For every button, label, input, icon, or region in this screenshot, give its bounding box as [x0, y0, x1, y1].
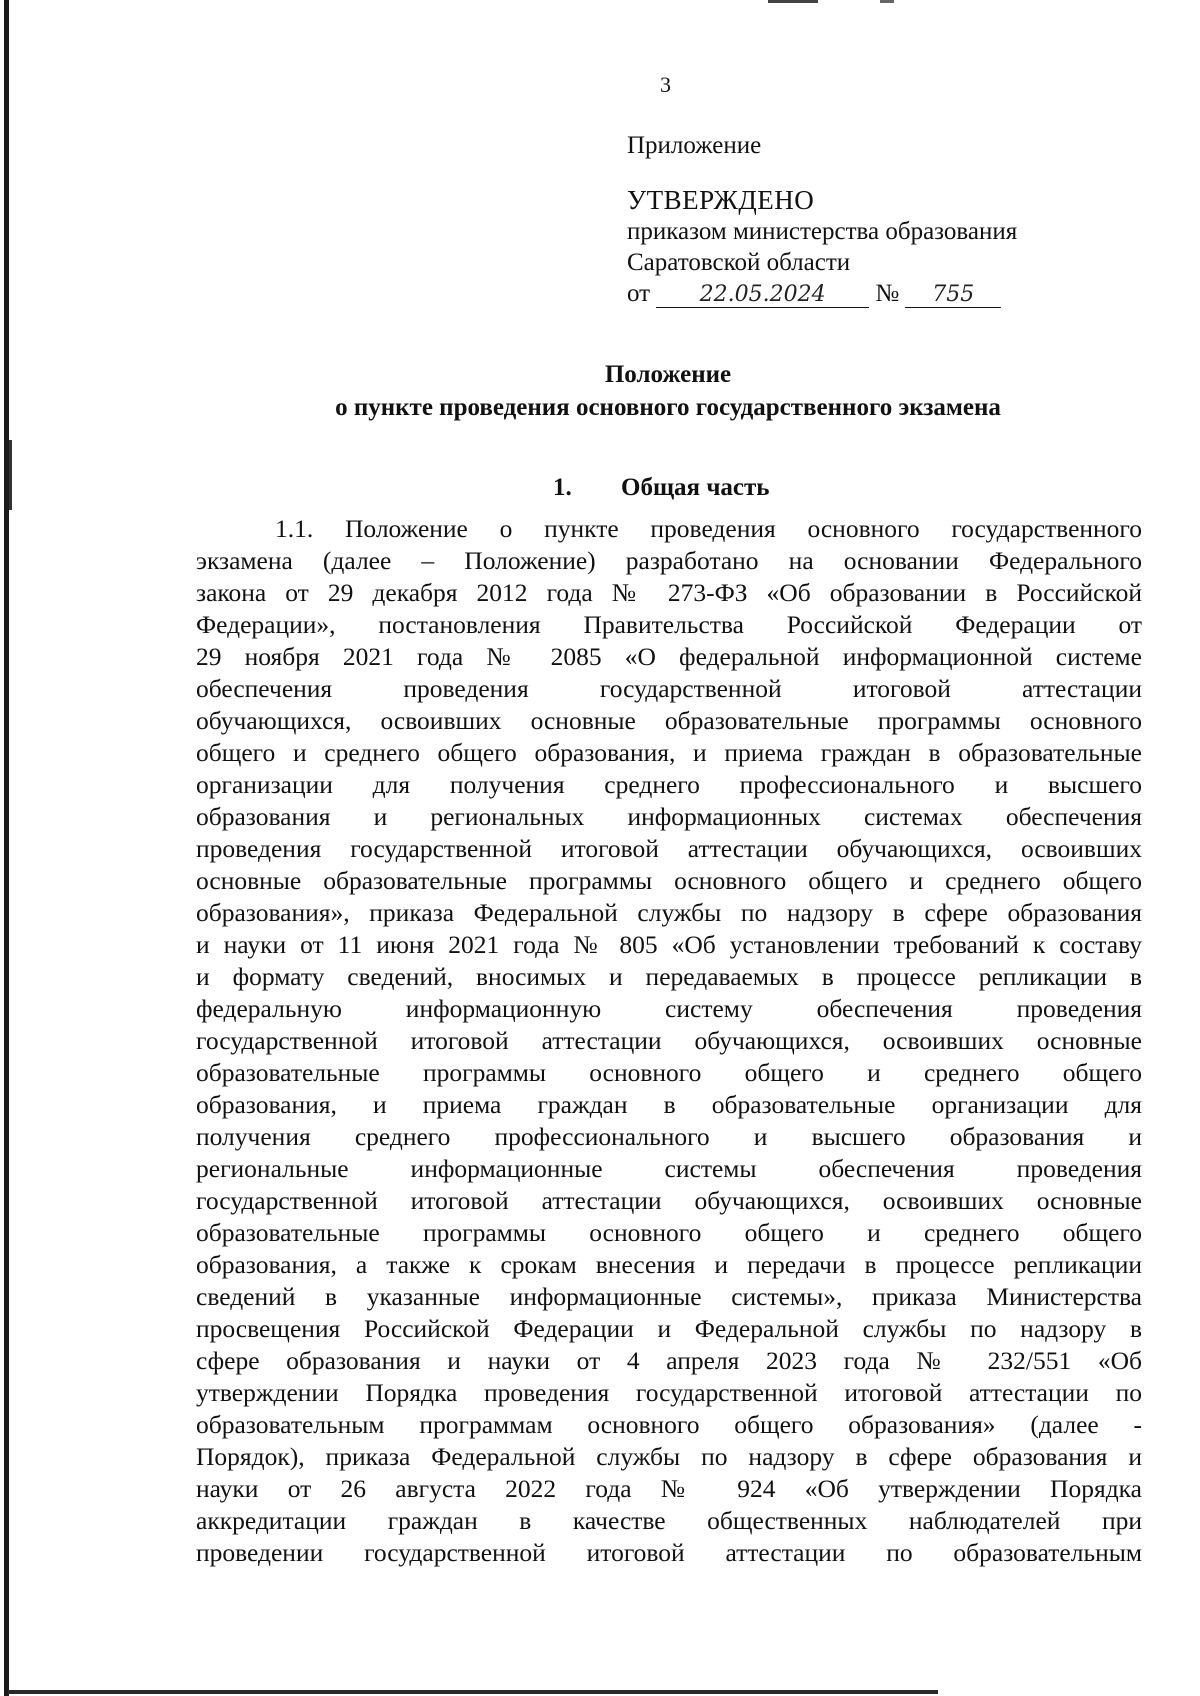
paragraph-line: образовательным программам основного общего образования» (далее - [196, 1410, 1142, 1439]
paragraph-line: образования и региональных информационных системах обеспечения [196, 802, 1142, 831]
paragraph-line: государственной итоговой аттестации обучающихся, освоивших основные [196, 1186, 1142, 1215]
paragraph-line: образовательные программы основного общего и среднего общего [196, 1218, 1142, 1247]
handwritten-number-field: 755 [905, 283, 1001, 308]
paragraph-line: и науки от 11 июня 2021 года № 805 «Об установлении требований к составу [196, 930, 1142, 959]
paragraph-line: просвещения Российской Федерации и Федеральной службы по надзору в [196, 1314, 1142, 1343]
paragraph-line: федеральную информационную систему обеспечения проведения [196, 994, 1142, 1023]
handwritten-date-field: 22.05.2024 [656, 283, 869, 308]
number-label: № [875, 280, 900, 307]
paragraph-line: Порядок), приказа Федеральной службы по надзору в сфере образования и [196, 1442, 1142, 1471]
document-subtitle: о пункте проведения основного государственного экзамена [335, 394, 1001, 421]
order-date-number-line [627, 278, 1017, 309]
body-paragraph [196, 513, 1142, 1569]
paragraph-line: экзамена (далее – Положение) разработано на основании Федерального [196, 546, 1142, 575]
paragraph-line: аккредитации граждан в качестве общественных наблюдателей при [196, 1506, 1142, 1535]
paragraph-line: региональные информационные системы обеспечения проведения [196, 1154, 1142, 1183]
paragraph-line: Федерации», постановления Правительства Российской Федерации от [196, 610, 1142, 639]
paragraph-line: обеспечения проведения государственной итоговой аттестации [196, 674, 1142, 703]
paragraph-line: образования, а также к срокам внесения и передачи в процессе репликации [196, 1250, 1142, 1279]
from-label: от [627, 280, 651, 307]
paragraph-line: проведения государственной итоговой аттестации обучающихся, освоивших [196, 834, 1142, 863]
paragraph-line: сведений в указанные информационные системы», приказа Министерства [196, 1282, 1142, 1311]
section-heading [553, 474, 770, 502]
paragraph-line: сфере образования и науки от 4 апреля 2023 года № 232/551 «Об [196, 1346, 1142, 1375]
section-number: 1. [553, 474, 572, 501]
paragraph-line: 1.1. Положение о пункте проведения основного государственного [275, 514, 1142, 543]
approval-block [627, 130, 1017, 309]
paragraph-line: организации для получения среднего профессионального и высшего [196, 770, 1142, 799]
page-number: 3 [660, 72, 671, 97]
paragraph-line: государственной итоговой аттестации обучающихся, освоивших основные [196, 1026, 1142, 1055]
paragraph-line: науки от 26 августа 2022 года № 924 «Об утверждении Порядка [196, 1474, 1142, 1503]
paragraph-line: проведении государственной итоговой аттестации по образовательным [196, 1538, 1142, 1567]
paragraph-line: получения среднего профессионального и высшего образования и [196, 1122, 1142, 1151]
scan-edge-top [768, 0, 818, 3]
paragraph-line: обучающихся, освоивших основные образовательные программы основного [196, 706, 1142, 735]
scan-edge-top-mark [880, 0, 894, 3]
paragraph-line: 29 ноября 2021 года № 2085 «О федеральной информационной системе [196, 642, 1142, 671]
order-line-2: Саратовской области [627, 249, 851, 276]
appendix-label: Приложение [627, 132, 762, 159]
paragraph-line: и формату сведений, вносимых и передаваемых в процессе репликации в [196, 962, 1142, 991]
scan-edge-bottom [8, 1690, 938, 1694]
document-title: Положение [604, 361, 732, 388]
paragraph-line: закона от 29 декабря 2012 года № 273-ФЗ «Об образовании в Российской [196, 578, 1142, 607]
scan-edge-left [4, 0, 9, 1696]
approved-label: УТВЕРЖДЕНО [627, 185, 815, 215]
paragraph-line: утверждении Порядка проведения государственной итоговой аттестации по [196, 1378, 1142, 1407]
section-title: Общая часть [621, 474, 770, 501]
order-line-1: приказом министерства образования [627, 218, 1018, 245]
paragraph-line: образования», приказа Федеральной службы по надзору в сфере образования [196, 898, 1142, 927]
scan-edge-mark [9, 440, 12, 510]
paragraph-line: образовательные программы основного общего и среднего общего [196, 1058, 1142, 1087]
paragraph-line: общего и среднего общего образования, и приема граждан в образовательные [196, 738, 1142, 767]
paragraph-line: основные образовательные программы основного общего и среднего общего [196, 866, 1142, 895]
paragraph-line: образования, и приема граждан в образовательные организации для [196, 1090, 1142, 1119]
